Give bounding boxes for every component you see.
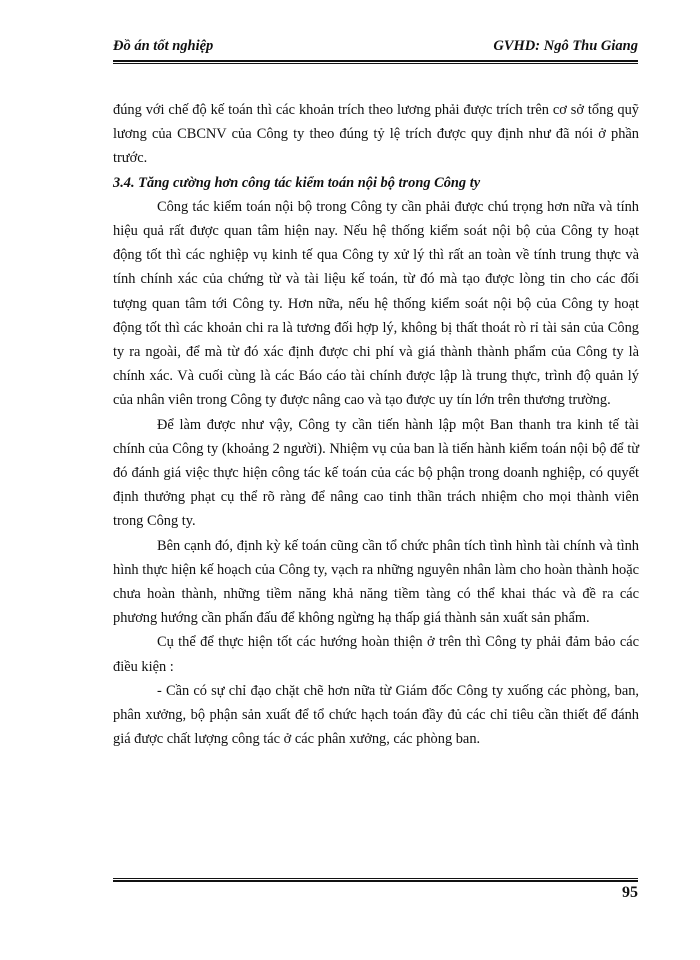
paragraph-conditions: Cụ thể để thực hiện tốt các hướng hoàn thiện ở trên thì Công ty phải đảm bảo các điều kiện : [113,634,639,675]
paragraph-continuation: đúng với chế độ kế toán thì các khoản trích theo lương phải được trích trên cơ sở tổng quỹ lương của CBCNV của Công ty theo đúng tỷ lệ trích được quy định như đã nói ở phần trước. [113,102,639,167]
header-document-title: Đồ án tốt nghiệp [113,38,214,54]
paragraph-inspection-board: Để làm được như vậy, Công ty cần tiến hành lập một Ban thanh tra kinh tế tài chính của Công ty (khoảng 2 người). Nhiệm vụ của ban là tiến hành kiểm toán nội bộ để từ đó đánh giá việc thực hiện công tác kế toán của các bộ phận trong doanh nghiệp, có quyết định thưởng phạt cụ thể rõ ràng để nâng cao tinh thần trách nhiệm cho mọi thành viên trong Công ty. [113,416,639,530]
page-header [113,36,638,58]
page-number: 95 [622,884,638,901]
paragraph-financial-analysis: Bên cạnh đó, định kỳ kế toán cũng cần tổ chức phân tích tình hình tài chính và tình hình thực hiện kế hoạch của Công ty, vạch ra những nguyên nhân làm cho hoàn thành hoặc chưa hoàn thành, những tiềm năng khả năng tiềm tàng có thể khai thác và đề ra các phương hướng cần phấn đấu để không ngừng hạ thấp giá thành sản xuất sản phẩm. [113,537,639,627]
paragraph-condition-item: - Cần có sự chỉ đạo chặt chẽ hơn nữa từ Giám đốc Công ty xuống các phòng, ban, phân xưởng, bộ phận sản xuất để tổ chức hạch toán đầy đủ các chỉ tiêu cần thiết để đánh giá được chất lượng công tác ở các phân xưởng, các phòng ban. [113,682,639,748]
header-rule [113,60,638,64]
header-supervisor: GVHD: Ngô Thu Giang [493,38,638,54]
section-heading: 3.4. Tăng cường hơn công tác kiểm toán nội bộ trong Công ty [113,174,481,191]
paragraph-internal-audit: Công tác kiểm toán nội bộ trong Công ty cần phải được chú trọng hơn nữa và tính hiệu quả rất được quan tâm hiện nay. Nếu hệ thống kiểm soát nội bộ của Công ty hoạt động tốt thì các nghiệp vụ kinh tế qua Công ty xử lý thì rất an toàn về tính trung thực và tính chính xác của chứng từ và tài liệu kế toán, từ đó mà tạo được lòng tin cho các đối tượng quan tâm tới Công ty. Hơn nữa, nếu hệ thống kiểm soát nội bộ của Công ty hoạt động tốt thì các khoản chi ra là tương đối hợp lý, không bị thất thoát rò rỉ tài sản của Công ty ra ngoài, để mà từ đó xác định được chi phí và giá thành thành phẩm của Công ty là chính xác. Và cuối cùng là các Báo cáo tài chính được lập là trung thực, trình độ quản lý của nhân viên trong Công ty được nâng cao và tạo được uy tín lớn trên thương trường. [113,198,639,409]
page-body [113,98,639,751]
footer-rule [113,878,638,882]
